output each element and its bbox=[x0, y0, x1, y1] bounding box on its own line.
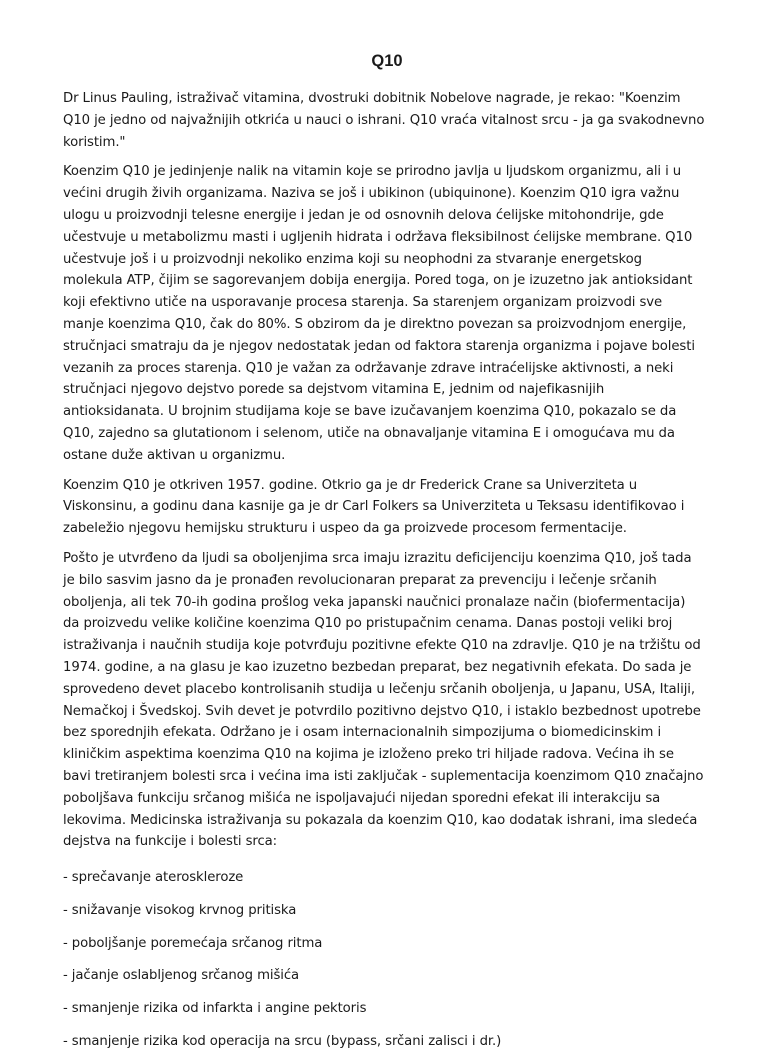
list-item: - smanjenje rizika kod operacija na srcu (bypass, srčani zalisci i dr.) bbox=[63, 1034, 502, 1050]
list-item: - smanjenje rizika od infarkta i angine pektoris bbox=[63, 1001, 367, 1017]
paragraph-research: Pošto je utvrđeno da ljudi sa oboljenjima srca imaju izrazitu deficijenciju koenzima Q10, još tada je bilo sasvim jasno da je pronađen revolucionaran preparat za prevenciju i lečenje srčanih oboljenja, ali tek 70-ih godina prošlog veka japanski naučnici pronalaze način (biofermentacija) da proizvedu velike količine koenzima Q10 po pristupačnim cenama. Danas postoji veliki broj istraživanja i naučnih studija koje potvrđuju pozitivne efekte Q10 na zdravlje. Q10 je na tržištu od 1974. godine, a na glasu je kao izuzetno bezbedan preparat, bez negativnih efekata. Do sada je sprovedeno devet placebo kontrolisanih studija u lečenju srčanih oboljenja, u Japanu, USA, Italiji, Nemačkoj i Švedskoj. Svih devet je potvrdilo pozitivno dejstvo Q10, i istaklo bezbednost upotrebe bez sporednjih efekata. Održano je i osam internacionalnih simpozijuma o biomedicinskim i kliničkim aspektima koenzima Q10 na kojima je izloženo preko tri hiljade radova. Većina ih se bavi tretiranjem bolesti srca i većina ima isti zaključak - suplementacija koenzimom Q10 značajno poboljšava funkciju srčanog mišića ne ispoljavajući nijedan sporedni efekat ili interakciju sa lekovima. Medicinska istraživanja su pokazala da koenzim Q10, kao dodatak ishrani, ima sledeća dejstva na funkcije i bolesti srca: bbox=[63, 550, 704, 850]
list-item: - snižavanje visokog krvnog pritiska bbox=[63, 902, 297, 918]
list-item: - sprečavanje ateroskleroze bbox=[63, 870, 244, 886]
list-item: - poboljšanje poremećaja srčanog ritma bbox=[63, 935, 323, 951]
list-item: - jačanje oslabljenog srčanog mišića bbox=[63, 968, 300, 984]
paragraph-quote: Dr Linus Pauling, istraživač vitamina, dvostruki dobitnik Nobelove nagrade, je rekao: "Koenzim Q10 je jedno od najvažnijih otkrića u nauci o ishrani. Q10 vraća vitalnost srcu - ja ga svakodnevno koristim." bbox=[63, 91, 705, 150]
effects-list bbox=[63, 867, 705, 1053]
document-page bbox=[63, 46, 705, 1064]
paragraph-discovery: Koenzim Q10 je otkriven 1957. godine. Otkrio ga je dr Frederick Crane sa Univerziteta u Viskonsinu, a godinu dana kasnije ga je dr Carl Folkers sa Univerziteta u Teksasu identifikovao i zabeležio njegovu hemijsku strukturu i uspeo da ga proizvede procesom fermentacije. bbox=[63, 477, 685, 537]
paragraph-definition: Koenzim Q10 je jedinjenje nalik na vitamin koje se prirodno javlja u ljudskom organizmu, ali i u većini drugih živih organizama. Naziva se još i ubikinon (ubiquinone). Koenzim Q10 igra važnu ulogu u proizvodnji telesne energije i jedan je od osnovnih delova ćelijske mitohondrije, gde učestvuje u metabolizmu masti i ugljenih hidrata i održava fleksibilnost ćelijske membrane. Q10 učestvuje još i u proizvodnji nekoliko enzima koji su neophodni za stvaranje energetskog molekula ATP, čijim se sagorevanjem dobija energija. Pored toga, on je izuzetno jak antioksidant koji efektivno utiče na usporavanje procesa starenja. Sa starenjem organizam proizvodi sve manje koenzima Q10, čak do 80%. S obzirom da je direktno povezan sa proizvodnjom energije, stručnjaci smatraju da je njegov nedostatak jedan od faktora starenja organizma i pojave bolesti vezanih za proces starenja. Q10 je važan za održavanje zdrave intraćelijske aktivnosti, a neki stručnjaci njegovo dejstvo porede sa dejstvom vitamina E, jednim od najefikasnijih antioksidanata. U brojnim studijama koje se bave izučavanjem koenzima Q10, pokazalo se da Q10, zajedno sa glutationom i selenom, utiče na obnavaljanje vitamina E i omogućava mu da ostane duže aktivan u organizmu. bbox=[63, 164, 695, 463]
document-title: Q10 bbox=[371, 52, 403, 70]
